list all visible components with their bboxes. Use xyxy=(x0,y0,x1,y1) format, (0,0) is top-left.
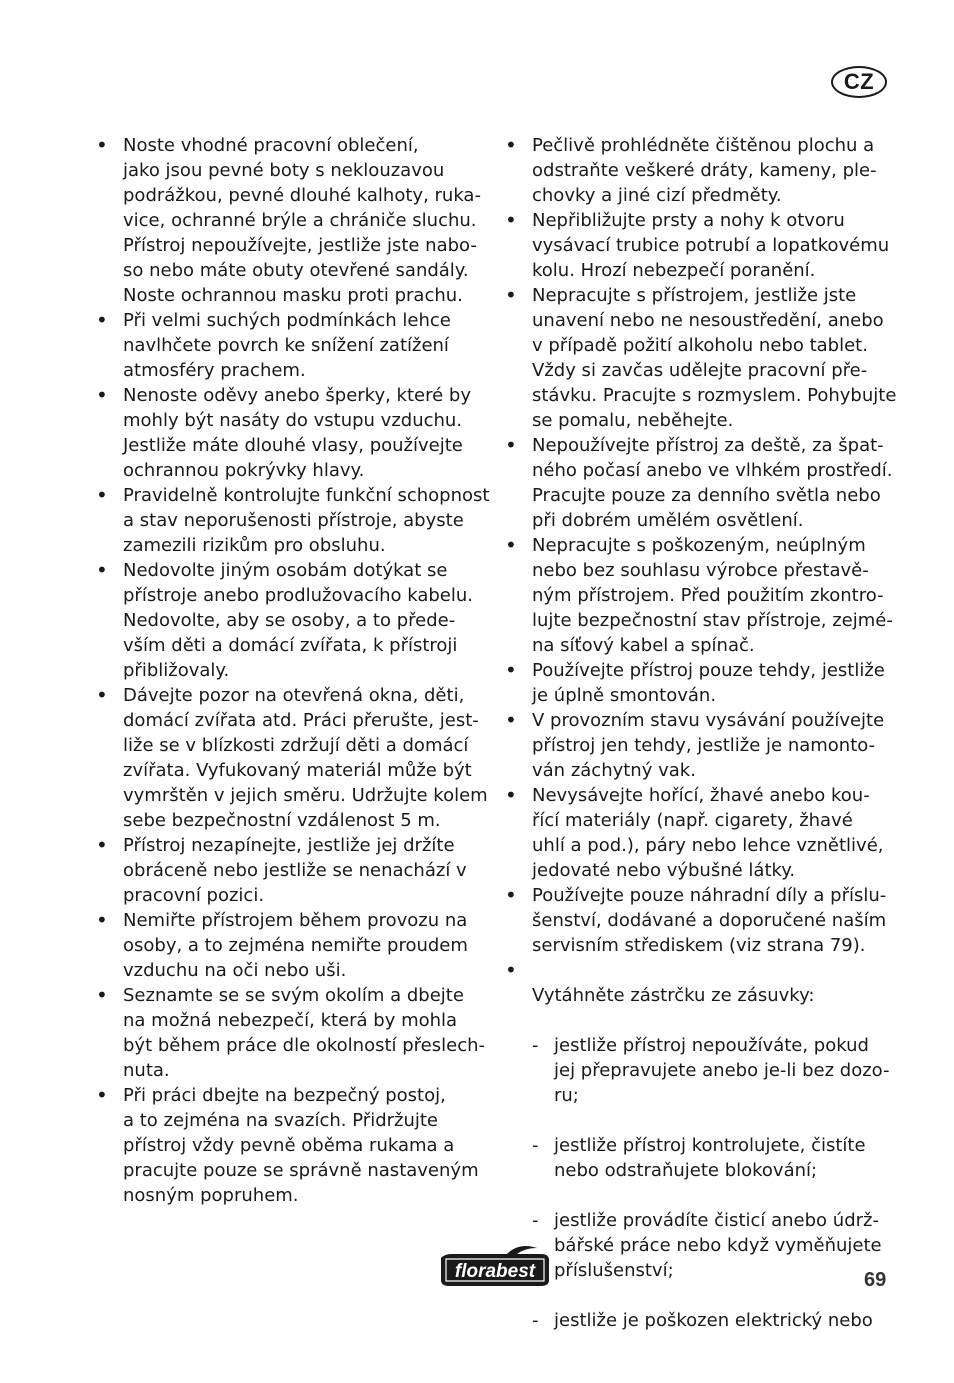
list-item: • V provozním stavu vysávání používejte přístroj jen tehdy, jestliže je namonto- ván záchytný vak. xyxy=(505,708,900,783)
list-item: • Používejte přístroj pouze tehdy, jestliže je úplně smontován. xyxy=(505,658,900,708)
list-item: • Nemiřte přístrojem během provozu na osoby, a to zejména nemiřte proudem vzduchu na oči nebo uši. xyxy=(96,908,491,983)
right-column xyxy=(505,133,900,1383)
list-item: • Seznamte se se svým okolím a dbejte na možná nebezpečí, která by mohla být během práce dle okolností přeslech- nuta. xyxy=(96,983,491,1083)
list-item: • Pečlivě prohlédněte čištěnou plochu a odstraňte veškeré dráty, kameny, ple- chovky a jiné cizí předměty. xyxy=(505,133,900,208)
safety-list-right xyxy=(505,133,900,1383)
list-item: • Nepoužívejte přístroj za deště, za špat- ného počasí anebo ve vlhkém prostředí. Pracujte pouze za denního světla nebo při dobrém umělém osvětlení. xyxy=(505,433,900,533)
list-item: • Přístroj nezapínejte, jestliže jej držíte obráceně nebo jestliže se nenachází v pracovní pozici. xyxy=(96,833,491,908)
list-item: • Nepracujte s poškozeným, neúplným nebo bez souhlasu výrobce přestavě- ným přístrojem. Před použitím zkontro- lujte bezpečnostní stav přístroje, zejmé- na síťový kabel a spínač. xyxy=(505,533,900,658)
page-number: 69 xyxy=(864,1269,887,1291)
list-item: • Používejte pouze náhradní díly a příslu- šenství, dodávané a doporučené naším servisním střediskem (viz strana 79). xyxy=(505,883,900,958)
unplug-heading: Vytáhněte zástrčku ze zásuvky: xyxy=(532,985,815,1006)
list-item: • Nenoste oděvy anebo šperky, které by mohly být nasáty do vstupu vzduchu. Jestliže máte dlouhé vlasy, používejte ochrannou pokrývky hlavy. xyxy=(96,383,491,483)
list-item: • Nedovolte jiným osobám dotýkat se přístroje anebo prodlužovacího kabelu. Nedovolte, aby se osoby, a to přede- vším děti a domácí zvířata, k přístroji přibližovaly. xyxy=(96,558,491,683)
list-item: • Noste vhodné pracovní oblečení, jako jsou pevné boty s neklouzavou podrážkou, pevné dlouhé kalhoty, ruka- vice, ochranné brýle a chrániče sluchu. Přístroj nepoužívejte, jestliže jste nabo- so nebo máte obuty otevřené sandály. Noste ochrannou masku proti prachu. xyxy=(96,133,491,308)
sub-list-item: - jestliže provádíte čisticí anebo údrž- bářské práce nebo když vyměňujete příslušenství; xyxy=(532,1208,900,1283)
language-badge: CZ xyxy=(831,66,887,98)
list-item: • Nepracujte s přístrojem, jestliže jste unavení nebo ne nesoustředění, anebo v případě požití alkoholu nebo tablet. Vždy si zavčas udělejte pracovní pře- stávku. Pracujte s rozmyslem. Pohybujte se pomalu, neběhejte. xyxy=(505,283,900,433)
list-item: • Při práci dbejte na bezpečný postoj, a to zejména na svazích. Přidržujte přístroj vždy pevně oběma rukama a pracujte pouze se správně nastaveným nosným popruhem. xyxy=(96,1083,491,1208)
sub-list-item: - jestliže přístroj kontrolujete, čistíte nebo odstraňujete blokování; xyxy=(532,1133,900,1183)
safety-list-left xyxy=(96,133,491,1208)
list-item-unplug xyxy=(505,958,900,1383)
unplug-sublist xyxy=(532,1008,900,1358)
list-item: • Pravidelně kontrolujte funkční schopnost a stav neporušenosti přístroje, abyste zamezili rizikům pro obsluhu. xyxy=(96,483,491,558)
list-item: • Při velmi suchých podmínkách lehce navlhčete povrch ke snížení zatížení atmosféry prachem. xyxy=(96,308,491,383)
florabest-logo xyxy=(437,1246,553,1290)
sub-list-item: - jestliže přístroj nepoužíváte, pokud jej přepravujete anebo je-li bez dozo- ru; xyxy=(532,1033,900,1108)
list-item: • Dávejte pozor na otevřená okna, děti, domácí zvířata atd. Práci přerušte, jest- liže se v blízkosti zdržují děti a domácí zvířata. Vyfukovaný materiál může být vymrštěn v jejich směru. Udržujte kolem sebe bezpečnostní vzdálenost 5 m. xyxy=(96,683,491,833)
list-item: • Nevysávejte hořící, žhavé anebo kou- řící materiály (např. cigarety, žhavé uhlí a pod.), páry nebo lehce vznětlivé, jedovaté nebo výbušné látky. xyxy=(505,783,900,883)
list-item: • Nepřibližujte prsty a nohy k otvoru vysávací trubice potrubí a lopatkovému kolu. Hrozí nebezpečí poranění. xyxy=(505,208,900,283)
logo-text: florabest xyxy=(454,1261,536,1282)
left-column xyxy=(96,133,491,1208)
sub-list-item: - jestliže je poškozen elektrický nebo xyxy=(532,1308,900,1333)
